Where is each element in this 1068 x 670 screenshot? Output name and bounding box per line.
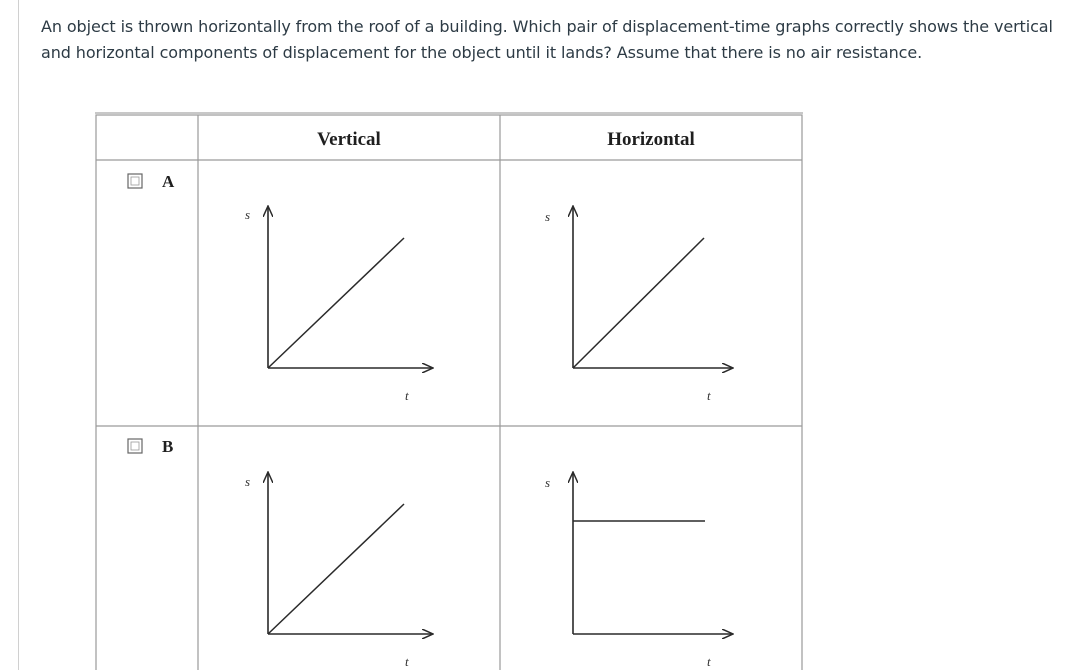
graph-b-horizontal bbox=[545, 473, 732, 669]
x-axis-label: t bbox=[707, 388, 711, 403]
checkbox-icon[interactable] bbox=[128, 174, 142, 188]
header-horizontal: Horizontal bbox=[607, 129, 695, 150]
y-axis-label: s bbox=[545, 475, 551, 490]
graph-line bbox=[573, 238, 704, 368]
x-axis-label: t bbox=[707, 654, 711, 669]
header-vertical: Vertical bbox=[317, 129, 381, 150]
answer-figure-table bbox=[95, 110, 805, 670]
graph-line bbox=[268, 238, 404, 368]
checkbox-icon[interactable] bbox=[128, 439, 142, 453]
graph-line bbox=[268, 504, 404, 634]
graph-a-horizontal bbox=[545, 207, 732, 403]
table-grid bbox=[95, 113, 803, 670]
graph-a-vertical bbox=[245, 207, 432, 403]
left-border-rule bbox=[18, 0, 19, 670]
y-axis-label: s bbox=[245, 474, 251, 489]
option-a-row[interactable] bbox=[128, 172, 175, 191]
graph-b-vertical bbox=[245, 473, 432, 669]
option-a-label: A bbox=[162, 172, 175, 191]
graph-table-svg bbox=[95, 110, 805, 670]
option-b-row[interactable] bbox=[128, 437, 173, 456]
question-text: An object is thrown horizontally from the roof of a building. Which pair of displacement-time graphs correctly shows the vertical and horizontal components of displacement for the object until it lands? Assume that there is no air resistance. bbox=[41, 17, 1053, 62]
x-axis-label: t bbox=[405, 388, 409, 403]
y-axis-label: s bbox=[545, 209, 551, 224]
y-axis-label: s bbox=[245, 207, 251, 222]
x-axis-label: t bbox=[405, 654, 409, 669]
option-b-label: B bbox=[162, 437, 174, 456]
